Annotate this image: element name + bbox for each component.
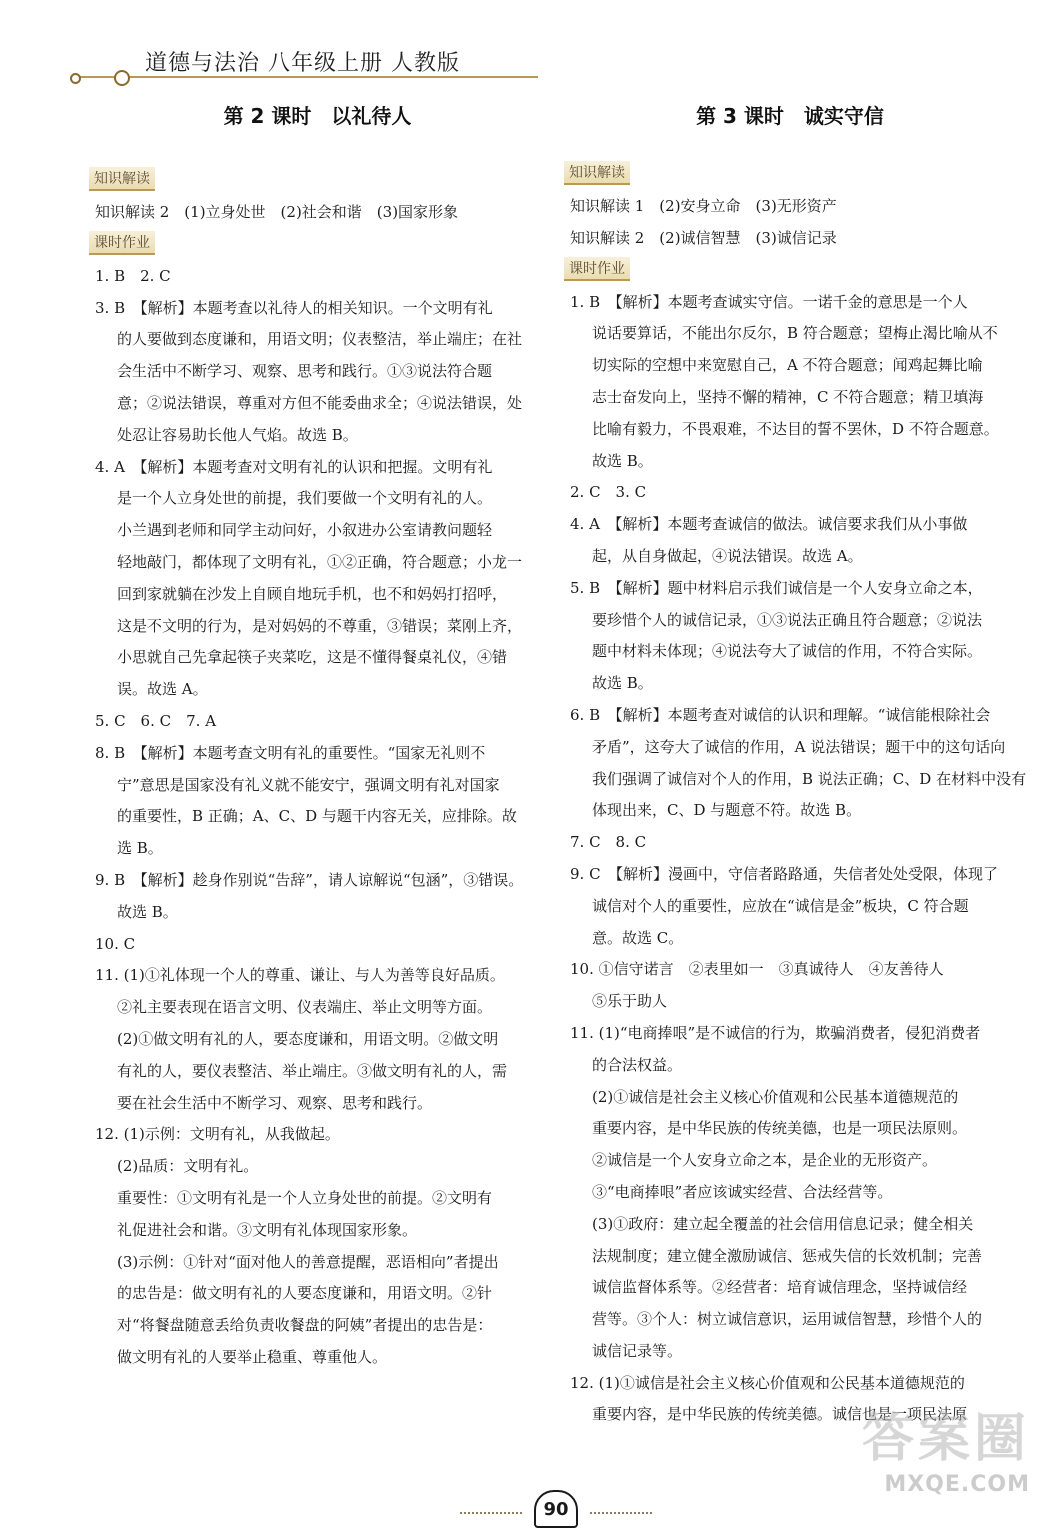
text-line: 营等。③个人：树立诚信意识，运用诚信智慧，珍惜个人的 (592, 1310, 983, 1329)
homework-lines (570, 287, 1027, 1432)
text-line: 宁”意思是国家没有礼义就不能安宁，强调文明有礼对国家 (117, 775, 500, 794)
text-line: 1. B 【解析】本题考查诚实守信。一诺千金的意思是一个人 (570, 292, 968, 311)
text-line: 小兰遇到老师和同学主动问好，小叙进办公室请教问题轻 (117, 521, 493, 540)
text-line: 1. B 2. C (95, 266, 171, 285)
text-line: 矛盾”，这夸大了诚信的作用，A 说法错误；题干中的这句话向 (592, 737, 1006, 756)
text-line: 诚信对个人的重要性，应放在“诚信是金”板块，C 符合题 (592, 896, 969, 915)
text-line: ③“电商捧哏”者应该诚实经营、合法经营等。 (592, 1182, 893, 1201)
text-line: 题中材料未体现；④说法夸大了诚信的作用，不符合实际。 (592, 642, 983, 661)
page-number: 90 (543, 1499, 569, 1520)
text-line: 小思就自己先拿起筷子夹菜吃，这是不懂得餐桌礼仪，④错 (117, 648, 508, 667)
section-label-knowledge: 知识解读 (89, 167, 155, 191)
text-line: 6. B 【解析】本题考查对诚信的认识和理解。“诚信能根除社会 (570, 705, 991, 724)
watermark (840, 1406, 1030, 1526)
footer-dots-right (590, 1512, 652, 1514)
lesson-title-right: 第 3 课时 诚实守信 (696, 104, 884, 128)
text-line: 9. C 【解析】漫画中，守信者路路通，失信者处处受限，体现了 (570, 864, 999, 883)
text-line: 10. ①信守诺言 ②表里如一 ③真诚待人 ④友善待人 (570, 960, 944, 979)
text-line: 回到家就躺在沙发上自顾自地玩手机，也不和妈妈打招呼， (117, 584, 508, 603)
text-line: 故选 B。 (592, 674, 653, 693)
text-line: 礼促进社会和谐。③文明有礼体现国家形象。 (117, 1220, 418, 1239)
text-line: 意。故选 C。 (592, 928, 684, 947)
text-line: 对“将餐盘随意丢给负责收餐盘的阿姨”者提出的忠告是： (117, 1316, 493, 1335)
text-line: 的合法权益。 (592, 1055, 683, 1074)
text-line: 11. (1)①礼体现一个人的尊重、谦让、与人为善等良好品质。 (95, 966, 505, 985)
text-line: 知识解读 2 (1)立身处世 (2)社会和谐 (3)国家形象 (95, 203, 459, 221)
text-line: 的人要做到态度谦和，用语文明；仪表整洁，举止端庄；在社 (117, 330, 523, 349)
section-label-homework: 课时作业 (564, 257, 630, 281)
section-label-homework: 课时作业 (89, 231, 155, 255)
text-line: 故选 B。 (117, 902, 178, 921)
text-line: 重要内容，是中华民族的传统美德，也是一项民法原则。 (592, 1119, 968, 1138)
text-line: 我们强调了诚信对个人的作用，B 说法正确；C、D 在材料中没有 (592, 769, 1027, 788)
text-line: 的重要性，B 正确；A、C、D 与题干内容无关，应排除。故 (117, 807, 517, 826)
page-header (70, 40, 540, 90)
text-line: 选 B。 (117, 839, 163, 858)
header-rule (78, 76, 538, 78)
text-line: 5. B 【解析】题中材料启示我们诚信是一个人安身立命之本， (570, 578, 983, 597)
text-line: 志士奋发向上，坚持不懈的精神，C 不符合题意；精卫填海 (592, 387, 984, 406)
text-line: (2)①诚信是社会主义核心价值观和公民基本道德规范的 (592, 1087, 959, 1106)
text-line: 12. (1)①诚信是社会主义核心价值观和公民基本道德规范的 (570, 1373, 965, 1392)
text-line: 切实际的空想中来宽慰自己，A 不符合题意；闻鸡起舞比喻 (592, 356, 983, 375)
text-line: 要珍惜个人的诚信记录，①③说法正确且符合题意；②说法 (592, 610, 983, 629)
text-line: 4. A 【解析】本题考查对文明有礼的认识和把握。文明有礼 (95, 457, 493, 476)
text-line: 2. C 3. C (570, 483, 647, 502)
text-line: 知识解读 1 (2)安身立命 (3)无形资产 (570, 197, 837, 215)
text-line: 诚信监督体系等。②经营者：培育诚信理念，坚持诚信经 (592, 1278, 968, 1297)
text-line: 7. C 8. C (570, 833, 647, 852)
text-line: 法规制度；建立健全激励诚信、惩戒失信的长效机制；完善 (592, 1246, 983, 1265)
text-line: 起，从自身做起，④说法错误。故选 A。 (592, 546, 863, 565)
text-line: 处忍让容易助长他人气焰。故选 B。 (117, 425, 358, 444)
text-line: 知识解读 2 (2)诚信智慧 (3)诚信记录 (570, 228, 837, 247)
text-line: 诚信记录等。 (592, 1341, 683, 1360)
text-line: ②诚信是一个人安身立命之本，是企业的无形资产。 (592, 1151, 938, 1170)
text-line: 有礼的人，要仪表整洁、举止端庄。③做文明有礼的人，需 (117, 1061, 508, 1080)
text-line: 意；②说法错误，尊重对方但不能委曲求全；④说法错误，处 (117, 393, 523, 412)
text-line: 体现出来，C、D 与题意不符。故选 B。 (592, 801, 862, 820)
watermark-url: MXQE.COM (884, 1472, 1030, 1497)
text-line: 做文明有礼的人要举止稳重、尊重他人。 (117, 1347, 388, 1366)
text-line: 要在社会生活中不断学习、观察、思考和践行。 (117, 1093, 433, 1112)
lesson-title-left: 第 2 课时 以礼待人 (223, 104, 412, 128)
text-line: (2)品质：文明有礼。 (117, 1157, 259, 1176)
watermark-logo: 答案圈 (861, 1409, 1030, 1469)
text-line: 3. B 【解析】本题考查以礼待人的相关知识。一个文明有礼 (95, 298, 493, 317)
text-line: 5. C 6. C 7. A (95, 711, 217, 730)
right-column (569, 100, 1027, 1431)
knowledge-lines (95, 197, 540, 229)
text-line: 比喻有毅力，不畏艰难，不达目的誓不罢休，D 不符合题意。 (592, 419, 999, 438)
text-line: (3)示例：①针对“面对他人的善意提醒，恶语相向”者提出 (117, 1252, 499, 1271)
section-label-knowledge: 知识解读 (564, 161, 630, 185)
text-line: 这是不文明的行为，是对妈妈的不尊重，③错误；菜刚上齐， (117, 616, 523, 635)
ornament-ring-icon (114, 70, 130, 86)
text-line: 重要内容，是中华民族的传统美德。诚信也是一项民法原 (592, 1405, 968, 1424)
text-line: 的忠告是：做文明有礼的人要态度谦和，用语文明。②针 (117, 1284, 493, 1303)
text-line: 10. C (95, 934, 136, 953)
text-line: 11. (1)“电商捧哏”是不诚信的行为，欺骗消费者，侵犯消费者 (570, 1023, 981, 1042)
text-line: 会生活中不断学习、观察、思考和践行。①③说法符合题 (117, 362, 493, 381)
text-line: 故选 B。 (592, 451, 653, 470)
left-column (95, 100, 540, 1374)
text-line: 说话要算话，不能出尔反尔，B 符合题意；望梅止渴比喻从不 (592, 324, 998, 343)
text-line: 重要性：①文明有礼是一个人立身处世的前提。②文明有 (117, 1188, 493, 1207)
ornament-dot-icon (70, 73, 81, 84)
text-line: 8. B 【解析】本题考查文明有礼的重要性。“国家无礼则不 (95, 743, 486, 762)
text-line: 12. (1)示例：文明有礼，从我做起。 (95, 1125, 340, 1144)
footer-dots-left (460, 1512, 522, 1514)
text-line: 是一个人立身处世的前提，我们要做一个文明有礼的人。 (117, 489, 493, 508)
text-line: 轻地敲门，都体现了文明有礼，①②正确，符合题意；小龙一 (117, 552, 523, 571)
text-line: 9. B 【解析】趁身作别说“告辞”，请人谅解说“包涵”，③错误。 (95, 870, 524, 889)
knowledge-lines (570, 191, 1010, 255)
text-line: ②礼主要表现在语言文明、仪表端庄、举止文明等方面。 (117, 998, 493, 1017)
homework-lines (95, 261, 540, 1374)
text-line: 4. A 【解析】本题考查诚信的做法。诚信要求我们从小事做 (570, 515, 968, 534)
text-line: 误。故选 A。 (117, 680, 208, 699)
text-line: ⑤乐于助人 (592, 992, 668, 1011)
book-title: 道德与法治 八年级上册 人教版 (145, 51, 460, 76)
page-footer (460, 1488, 660, 1528)
text-line: (3)①政府：建立起全覆盖的社会信用信息记录；健全相关 (592, 1214, 974, 1233)
text-line: (2)①做文明有礼的人，要态度谦和，用语文明。②做文明 (117, 1029, 499, 1048)
